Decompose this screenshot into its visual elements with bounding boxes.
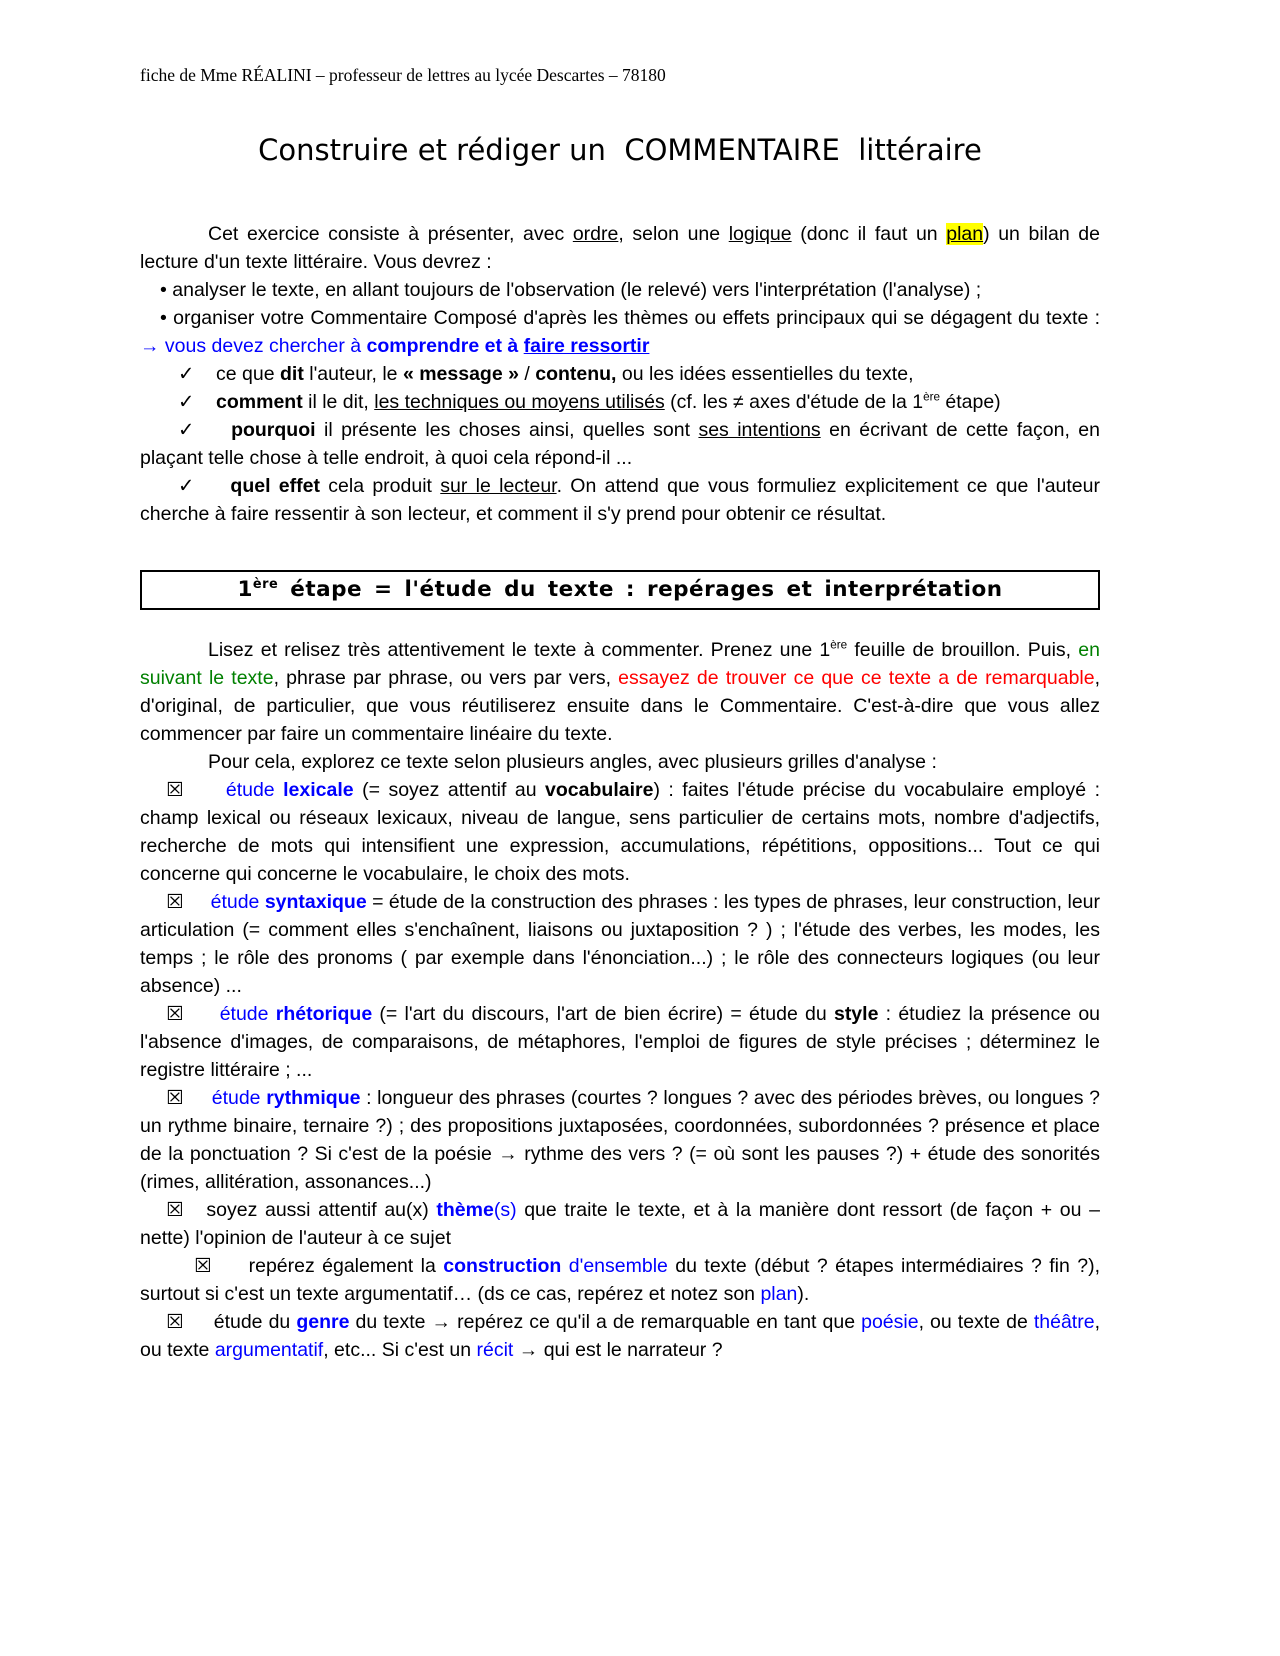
text-run: ère: [923, 390, 940, 404]
text-run: organiser votre Commentaire Composé d'après les thèmes ou effets principaux qui se dégagent du texte :: [173, 307, 1101, 329]
text-run: étape): [939, 391, 1001, 413]
check-icon: ✓: [178, 475, 198, 497]
text-run: les techniques ou moyens utilisés: [374, 391, 665, 413]
header-line: fiche de Mme RÉALINI – professeur de lettres au lycée Descartes – 78180: [140, 65, 666, 85]
text-run: . On attend que vous formuliez explicitement ce que l'auteur cherche à faire ressentir à son lecteur, et comment il s'y prend pour obtenir ce résultat.: [140, 475, 1100, 525]
text-run: argumentatif: [214, 1339, 324, 1361]
text-run: (= l'art du discours, l'art de bien écrire) = étude du: [372, 1003, 834, 1025]
item-themes: [140, 1196, 1100, 1252]
text-run: [197, 475, 230, 497]
text-run: [194, 391, 216, 413]
text-run: quel effet: [230, 475, 320, 497]
text-run: , ou texte: [140, 1311, 1100, 1361]
step1-section: [140, 636, 1100, 1364]
text-run: (donc il faut un: [791, 223, 947, 245]
text-run: vous devez chercher à: [164, 335, 367, 357]
text-run: : longueur des phrases (courtes ? longues ? avec des périodes brèves, ou longues ? un rythme binaire, ternaire ?) ; des propositions juxtaposées, coordonnées, subordonnées ? présence et place de la ponctuation ? Si c'est de la poésie → rythme des vers ? (= où sont les pauses ?) + étude des sonorités (rimes, allitération, assonances...): [140, 1087, 1100, 1193]
pour-cela-paragraph: [140, 748, 1100, 776]
arrow-right-icon: →: [140, 335, 165, 357]
check-icon: ✓: [178, 363, 195, 385]
text-run: soyez aussi attentif au(x): [206, 1199, 437, 1221]
check-item-comment: [140, 388, 1100, 416]
text-run: étude du: [213, 1311, 297, 1333]
text-run: logique: [728, 223, 792, 245]
text-run: faire ressortir: [523, 335, 650, 357]
boxed-x-icon: ☒: [166, 779, 184, 801]
text-run: pourquoi: [231, 419, 316, 441]
text-run: [194, 363, 216, 385]
boxed-x-icon: ☒: [166, 1003, 184, 1025]
text-run: étude: [219, 1003, 276, 1025]
intro-section: [140, 220, 1100, 528]
text-run: [183, 1087, 211, 1109]
text-run: poésie: [861, 1311, 919, 1333]
text-run: comment: [216, 391, 303, 413]
text-run: d'ensemble: [561, 1255, 668, 1277]
document-title: Construire et rédiger un COMMENTAIRE littéraire: [258, 133, 982, 167]
text-run: étape = l'étude du texte : repérages et interprétation: [278, 577, 1003, 602]
text-run: comprendre et à: [366, 335, 524, 357]
text-run: thème: [436, 1199, 494, 1221]
check-item-effet: [140, 472, 1100, 528]
text-run: , etc... Si c'est un: [323, 1339, 477, 1361]
text-run: [183, 1199, 206, 1221]
bullet-icon: •: [160, 307, 174, 329]
check-item-dit: [140, 360, 1100, 388]
text-run: repérez également la: [248, 1255, 444, 1277]
check-item-pourquoi: [140, 416, 1100, 472]
text-run: : étudiez la présence ou l'absence d'images, de comparaisons, de métaphores, l'emploi de figures de style précises ; déterminez le registre littéraire ; ...: [140, 1003, 1101, 1081]
text-run: [183, 779, 225, 801]
bullet-icon: •: [160, 279, 173, 301]
intro-paragraph: [140, 220, 1100, 276]
item-etude-lexicale: [140, 776, 1100, 888]
text-run: théâtre: [1033, 1311, 1095, 1333]
text-run: ce que: [216, 363, 280, 385]
text-run: (= soyez attentif au: [353, 779, 546, 801]
text-run: ses intentions: [698, 419, 821, 441]
text-run: [197, 419, 231, 441]
text-run: rythmique: [266, 1087, 361, 1109]
text-run: [183, 891, 210, 913]
boxed-x-icon: ☒: [166, 1087, 184, 1109]
text-run: Pour cela, explorez ce texte selon plusieurs angles, avec plusieurs grilles d'analyse :: [208, 751, 937, 773]
text-run: ère: [830, 638, 848, 652]
boxed-x-icon: ☒: [166, 1199, 184, 1221]
text-run: (cf. les ≠ axes d'étude de la 1: [664, 391, 924, 413]
boxed-x-icon: ☒: [166, 1311, 184, 1333]
text-run: lexicale: [283, 779, 354, 801]
text-run: construction: [443, 1255, 562, 1277]
text-run: Cet exercice consiste à présenter, avec: [208, 223, 573, 245]
text-run: il le dit,: [302, 391, 375, 413]
text-run: = étude de la construction des phrases : les types de phrases, leur construction, leur articulation (= comment elles s'enchaînent, liaisons ou juxtaposition ? ) ; l'étude des verbes, les modes, les temps ; le rôle des pronoms ( par exemple dans l'énonciation...) ; le rôle des connecteurs logiques (ou leur absence) ...: [140, 891, 1100, 997]
text-run: récit: [476, 1339, 514, 1361]
text-run: étude: [210, 891, 265, 913]
text-run: 1: [237, 577, 253, 602]
text-run: ) : faites l'étude précise du vocabulaire employé : champ lexical ou réseaux lexicaux, niveau de langue, sens particulier de certains mots, nombre d'adjectifs, recherche de mots qui intensifient une expression, accumulations, répétitions, oppositions... Tout ce qui concerne qui concerne le vocabulaire, le choix des mots.: [140, 779, 1101, 885]
text-run: plan: [760, 1283, 798, 1305]
text-run: → qui est le narrateur ?: [513, 1339, 723, 1361]
text-run: essayez de trouver ce que ce texte a de remarquable: [618, 667, 1095, 689]
text-run: du texte (début ? étapes intermédiaires ? fin ?), surtout si c'est un texte argumentatif… (ds ce cas, repérez et notez son: [140, 1255, 1100, 1305]
text-run: (s): [493, 1199, 517, 1221]
text-run: plan: [946, 223, 984, 245]
text-run: dit: [279, 363, 304, 385]
lisez-paragraph: [140, 636, 1100, 748]
item-etude-genre: [140, 1308, 1100, 1364]
text-run: style: [833, 1003, 879, 1025]
text-run: que traite le texte, et à la manière dont ressort (de façon + ou – nette) l'opinion de l'auteur à ce sujet: [140, 1199, 1100, 1249]
bullet-analyser: [140, 276, 1100, 304]
text-run: ) un bilan de lecture d'un texte littéraire. Vous devrez :: [140, 223, 1100, 273]
text-run: /: [518, 363, 536, 385]
item-etude-syntaxique: [140, 888, 1100, 1000]
text-run: ordre: [572, 223, 619, 245]
text-run: [183, 1311, 213, 1333]
text-run: , selon une: [618, 223, 729, 245]
text-run: étude: [225, 779, 284, 801]
item-construction: [140, 1252, 1100, 1308]
text-run: , ou texte de: [918, 1311, 1034, 1333]
text-run: ).: [797, 1283, 810, 1305]
check-icon: ✓: [178, 419, 198, 441]
text-run: étude: [211, 1087, 267, 1109]
text-run: analyser le texte, en allant toujours de l'observation (le relevé) vers l'interprétation (l'analyse) ;: [172, 279, 982, 301]
boxed-x-icon: ☒: [194, 1255, 212, 1277]
text-run: en écrivant de cette façon, en plaçant telle chose à telle endroit, à quoi cela répond-il ...: [140, 419, 1100, 469]
text-run: Lisez et relisez très attentivement le texte à commenter. Prenez une 1: [208, 639, 831, 661]
bullet-organiser: [140, 304, 1100, 360]
text-run: vocabulaire: [545, 779, 654, 801]
text-run: [211, 1255, 248, 1277]
text-run: cela produit: [319, 475, 441, 497]
item-etude-rhetorique: [140, 1000, 1100, 1084]
text-run: , phrase par phrase, ou vers par vers,: [273, 667, 619, 689]
text-run: genre: [296, 1311, 350, 1333]
text-run: « message »: [402, 363, 519, 385]
text-run: sur le lecteur: [440, 475, 557, 497]
text-run: feuille de brouillon. Puis,: [847, 639, 1079, 661]
section-box-title: [237, 577, 1002, 602]
text-run: ère: [252, 576, 279, 592]
text-run: ou les idées essentielles du texte,: [616, 363, 914, 385]
text-run: syntaxique: [264, 891, 367, 913]
text-run: rhétorique: [275, 1003, 373, 1025]
text-run: , d'original, de particulier, que vous réutiliserez ensuite dans le Commentaire. C'est-à-dire que vous allez commencer par faire un commentaire linéaire du texte.: [140, 667, 1101, 745]
text-run: il présente les choses ainsi, quelles sont: [315, 419, 699, 441]
text-run: [183, 1003, 219, 1025]
section-box: [140, 570, 1100, 610]
text-run: en suivant le texte: [140, 639, 1100, 689]
boxed-x-icon: ☒: [166, 891, 184, 913]
text-run: du texte → repérez ce qu'il a de remarquable en tant que: [349, 1311, 862, 1333]
item-etude-rythmique: [140, 1084, 1100, 1196]
text-run: contenu,: [535, 363, 617, 385]
check-icon: ✓: [178, 391, 195, 413]
text-run: l'auteur, le: [303, 363, 403, 385]
